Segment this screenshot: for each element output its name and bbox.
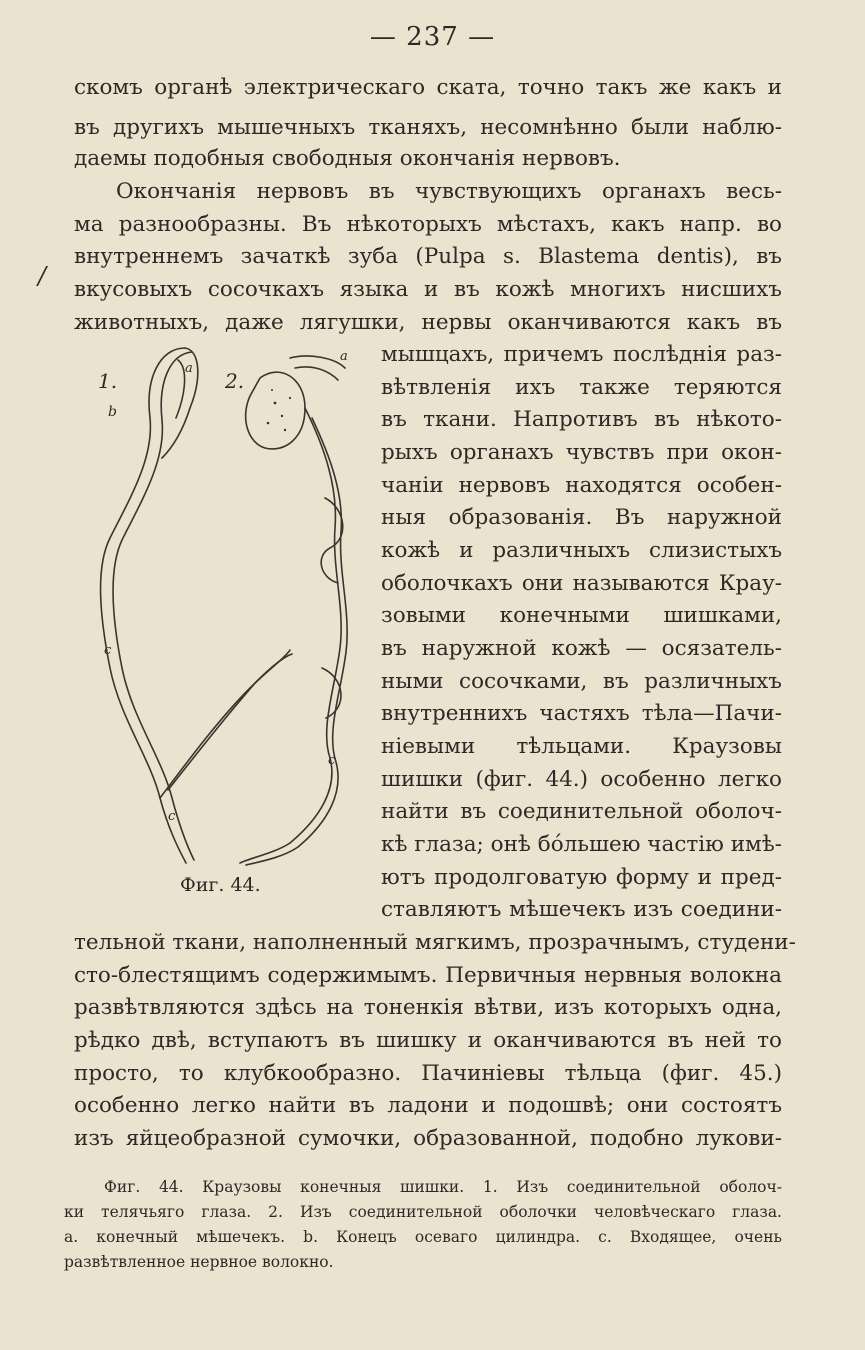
text-line: внутреннемъ зачаткѣ зуба (Pulpa s. Blastema dentis), въ bbox=[74, 244, 782, 269]
text-line: рѣдко двѣ, вступаютъ въ шишку и оканчиваются въ ней то bbox=[74, 1028, 782, 1053]
right-nerve-outer bbox=[240, 356, 345, 863]
figure-label-c-bottom: c bbox=[168, 809, 176, 824]
margin-mark: / bbox=[38, 262, 47, 290]
text-line: оболочкахъ они называются Крау- bbox=[381, 571, 782, 596]
figure-label-b-left: b bbox=[108, 404, 117, 420]
figure-label-c-left: c bbox=[104, 643, 112, 658]
text-line: ными сосочками, въ различныхъ bbox=[381, 669, 782, 694]
figure-44 bbox=[90, 338, 370, 878]
text-line: развѣтвляются здѣсь на тоненкія вѣтви, изъ которыхъ одна, bbox=[74, 995, 782, 1020]
text-line: найти въ соединительной оболоч- bbox=[381, 799, 782, 824]
left-capsule-inner bbox=[176, 360, 185, 418]
text-line: мышцахъ, причемъ послѣднія раз- bbox=[381, 342, 782, 367]
footnote-line: Фиг. 44. Краузовы конечныя шишки. 1. Изъ соединительной оболоч- bbox=[104, 1178, 782, 1196]
text-line: Окончанія нервовъ въ чувствующихъ органахъ весь- bbox=[116, 179, 782, 204]
footnote-line: a. конечный мѣшечекъ. b. Конецъ осеваго цилиндра. c. Входящее, очень bbox=[64, 1228, 782, 1246]
footnote-line: ки телячьяго глаза. 2. Изъ соединительной оболочки человѣческаго глаза. bbox=[64, 1203, 782, 1221]
nerve-endings-illustration bbox=[90, 338, 370, 878]
figure-label-a-left: a bbox=[185, 361, 193, 376]
text-line: даемы подобныя свободныя окончанія нервовъ. bbox=[74, 146, 621, 171]
text-line: ставляютъ мѣшечекъ изъ соедини- bbox=[381, 897, 782, 922]
text-line: вкусовыхъ сосочкахъ языка и въ кожѣ многихъ нисшихъ bbox=[74, 277, 782, 302]
text-line: чаніи нервовъ находятся особен- bbox=[381, 473, 782, 498]
text-line: зовыми конечными шишками, bbox=[381, 603, 782, 628]
text-line: ніевыми тѣльцами. Краузовы bbox=[381, 734, 782, 759]
text-line: особенно легко найти въ ладони и подошвѣ; они состоятъ bbox=[74, 1093, 782, 1118]
text-line: скомъ органѣ электрическаго ската, точно такъ же какъ и bbox=[74, 75, 782, 100]
fig-44-caption: Фиг. 44. bbox=[180, 874, 261, 896]
page-number: — 237 — bbox=[369, 22, 496, 52]
figure-label-1: 1. bbox=[98, 369, 118, 393]
text-line: животныхъ, даже лягушки, нервы оканчиваются какъ въ bbox=[74, 310, 782, 335]
text-line: ныя образованія. Въ наружной bbox=[381, 505, 782, 530]
figure-label-c-right: c bbox=[328, 753, 336, 768]
text-line: тельной ткани, наполненный мягкимъ, прозрачнымъ, студени- bbox=[74, 930, 796, 955]
text-line: рыхъ органахъ чувствъ при окон- bbox=[381, 440, 782, 465]
text-line: въ другихъ мышечныхъ тканяхъ, несомнѣнно были наблю- bbox=[74, 115, 782, 140]
text-line: кожѣ и различныхъ слизистыхъ bbox=[381, 538, 782, 563]
text-line: изъ яйцеобразной сумочки, образованной, подобно лукови- bbox=[74, 1126, 782, 1151]
text-line: сто-блестящимъ содержимымъ. Первичныя нервныя волокна bbox=[74, 963, 782, 988]
footnote-line: развѣтвленное нервное волокно. bbox=[64, 1253, 334, 1271]
text-line: шишки (фиг. 44.) особенно легко bbox=[381, 767, 782, 792]
text-line: въ наружной кожѣ — осязатель- bbox=[381, 636, 782, 661]
text-line: кѣ глаза; онѣ бо́льшею частію имѣ- bbox=[381, 832, 782, 857]
text-line: въ ткани. Напротивъ въ нѣкото- bbox=[381, 407, 782, 432]
figure-label-2: 2. bbox=[225, 369, 245, 393]
left-branch-inner bbox=[168, 654, 292, 790]
text-line: внутреннихъ частяхъ тѣла—Пачи- bbox=[381, 701, 782, 726]
text-line: ютъ продолговатую форму и пред- bbox=[381, 865, 782, 890]
right-nerve-inner bbox=[246, 367, 347, 865]
text-line: просто, то клубкообразно. Пачиніевы тѣльца (фиг. 45.) bbox=[74, 1061, 782, 1086]
text-line: вѣтвленія ихъ также теряются bbox=[381, 375, 782, 400]
figure-label-a-right: a bbox=[340, 349, 348, 364]
right-bulb bbox=[246, 372, 305, 449]
text-line: ма разнообразны. Въ нѣкоторыхъ мѣстахъ, какъ напр. во bbox=[74, 212, 782, 237]
